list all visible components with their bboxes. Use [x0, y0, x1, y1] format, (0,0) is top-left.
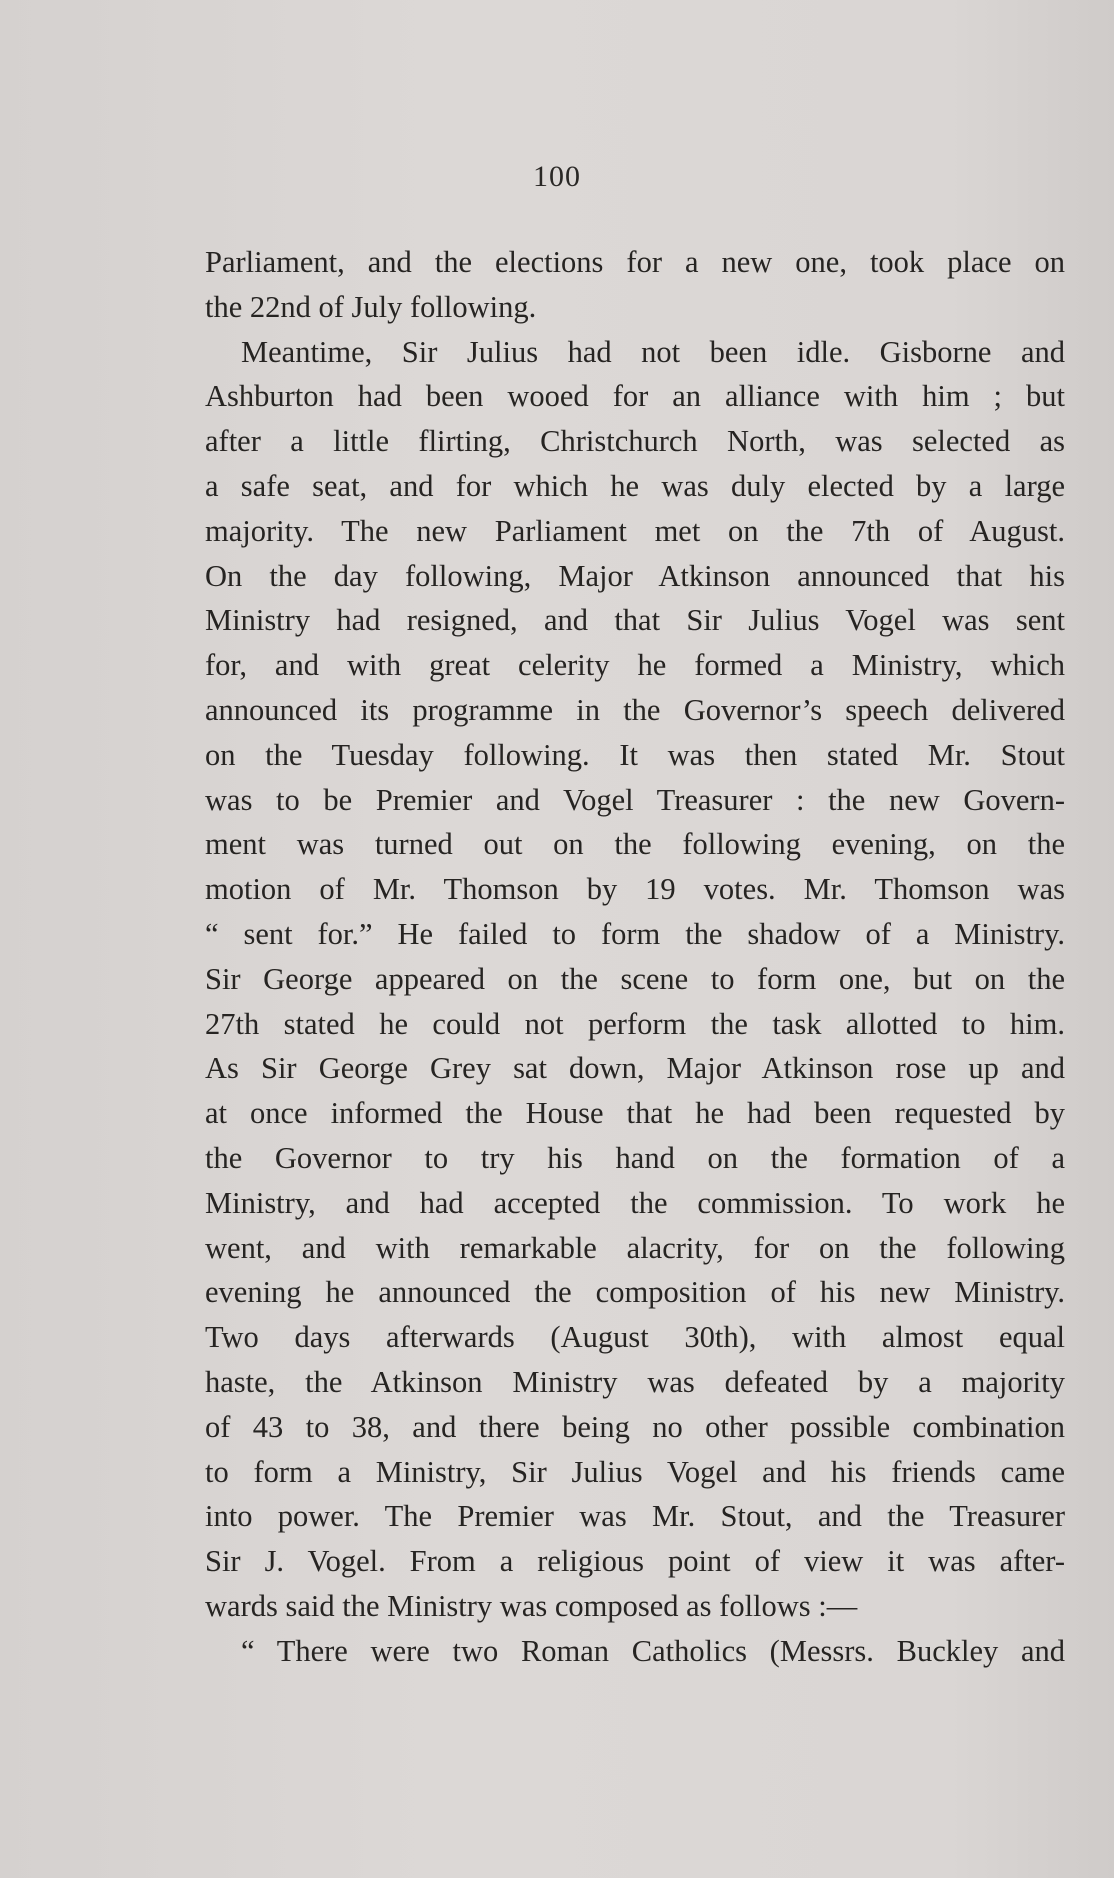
text-line: Ministry, and had accepted the commission. To work he [205, 1185, 1065, 1220]
text-line: into power. The Premier was Mr. Stout, and the Treasurer [205, 1499, 1065, 1534]
text-line: on the Tuesday following. It was then stated Mr. Stout [205, 737, 1065, 772]
text-line: majority. The new Parliament met on the 7th of August. [205, 513, 1065, 548]
text-line: 27th stated he could not perform the task allotted to him. [205, 1006, 1065, 1041]
text-line: Meantime, Sir Julius had not been idle. Gisborne and [241, 334, 1065, 369]
text-line: As Sir George Grey sat down, Major Atkinson rose up and [205, 1051, 1065, 1086]
text-line: the Governor to try his hand on the formation of a [205, 1140, 1065, 1175]
text-line: motion of Mr. Thomson by 19 votes. Mr. Thomson was [205, 872, 1065, 907]
text-line: was to be Premier and Vogel Treasurer : the new Govern- [205, 782, 1065, 817]
text-line: On the day following, Major Atkinson announced that his [205, 558, 1065, 593]
text-line: went, and with remarkable alacrity, for on the following [205, 1230, 1065, 1265]
text-line: “ There were two Roman Catholics (Messrs. Buckley and [241, 1633, 1065, 1668]
text-line: evening he announced the composition of his new Ministry. [205, 1275, 1065, 1310]
text-line: Ashburton had been wooed for an alliance with him ; but [205, 379, 1065, 414]
text-line: wards said the Ministry was composed as follows :— [205, 1588, 858, 1623]
text-line: ment was turned out on the following evening, on the [205, 827, 1065, 862]
text-line: Sir J. Vogel. From a religious point of view it was after- [205, 1544, 1065, 1579]
page-number: 100 [533, 160, 581, 193]
text-line: to form a Ministry, Sir Julius Vogel and his friends came [205, 1454, 1065, 1489]
text-line: announced its programme in the Governor’s speech delivered [205, 692, 1065, 727]
text-line: of 43 to 38, and there being no other possible combination [205, 1409, 1065, 1444]
text-line: “ sent for.” He failed to form the shadow of a Ministry. [205, 916, 1065, 951]
body-text [205, 240, 1065, 1674]
text-line: haste, the Atkinson Ministry was defeated by a majority [205, 1364, 1065, 1399]
text-line: the 22nd of July following. [205, 289, 537, 324]
text-line: Sir George appeared on the scene to form one, but on the [205, 961, 1065, 996]
text-line: after a little flirting, Christchurch North, was selected as [205, 424, 1065, 459]
text-line: Ministry had resigned, and that Sir Julius Vogel was sent [205, 603, 1065, 638]
text-line: Parliament, and the elections for a new one, took place on [205, 245, 1065, 279]
text-line: a safe seat, and for which he was duly elected by a large [205, 468, 1065, 503]
text-line: Two days afterwards (August 30th), with almost equal [205, 1320, 1065, 1355]
text-line: for, and with great celerity he formed a Ministry, which [205, 648, 1065, 683]
text-line: at once informed the House that he had been requested by [205, 1096, 1065, 1131]
